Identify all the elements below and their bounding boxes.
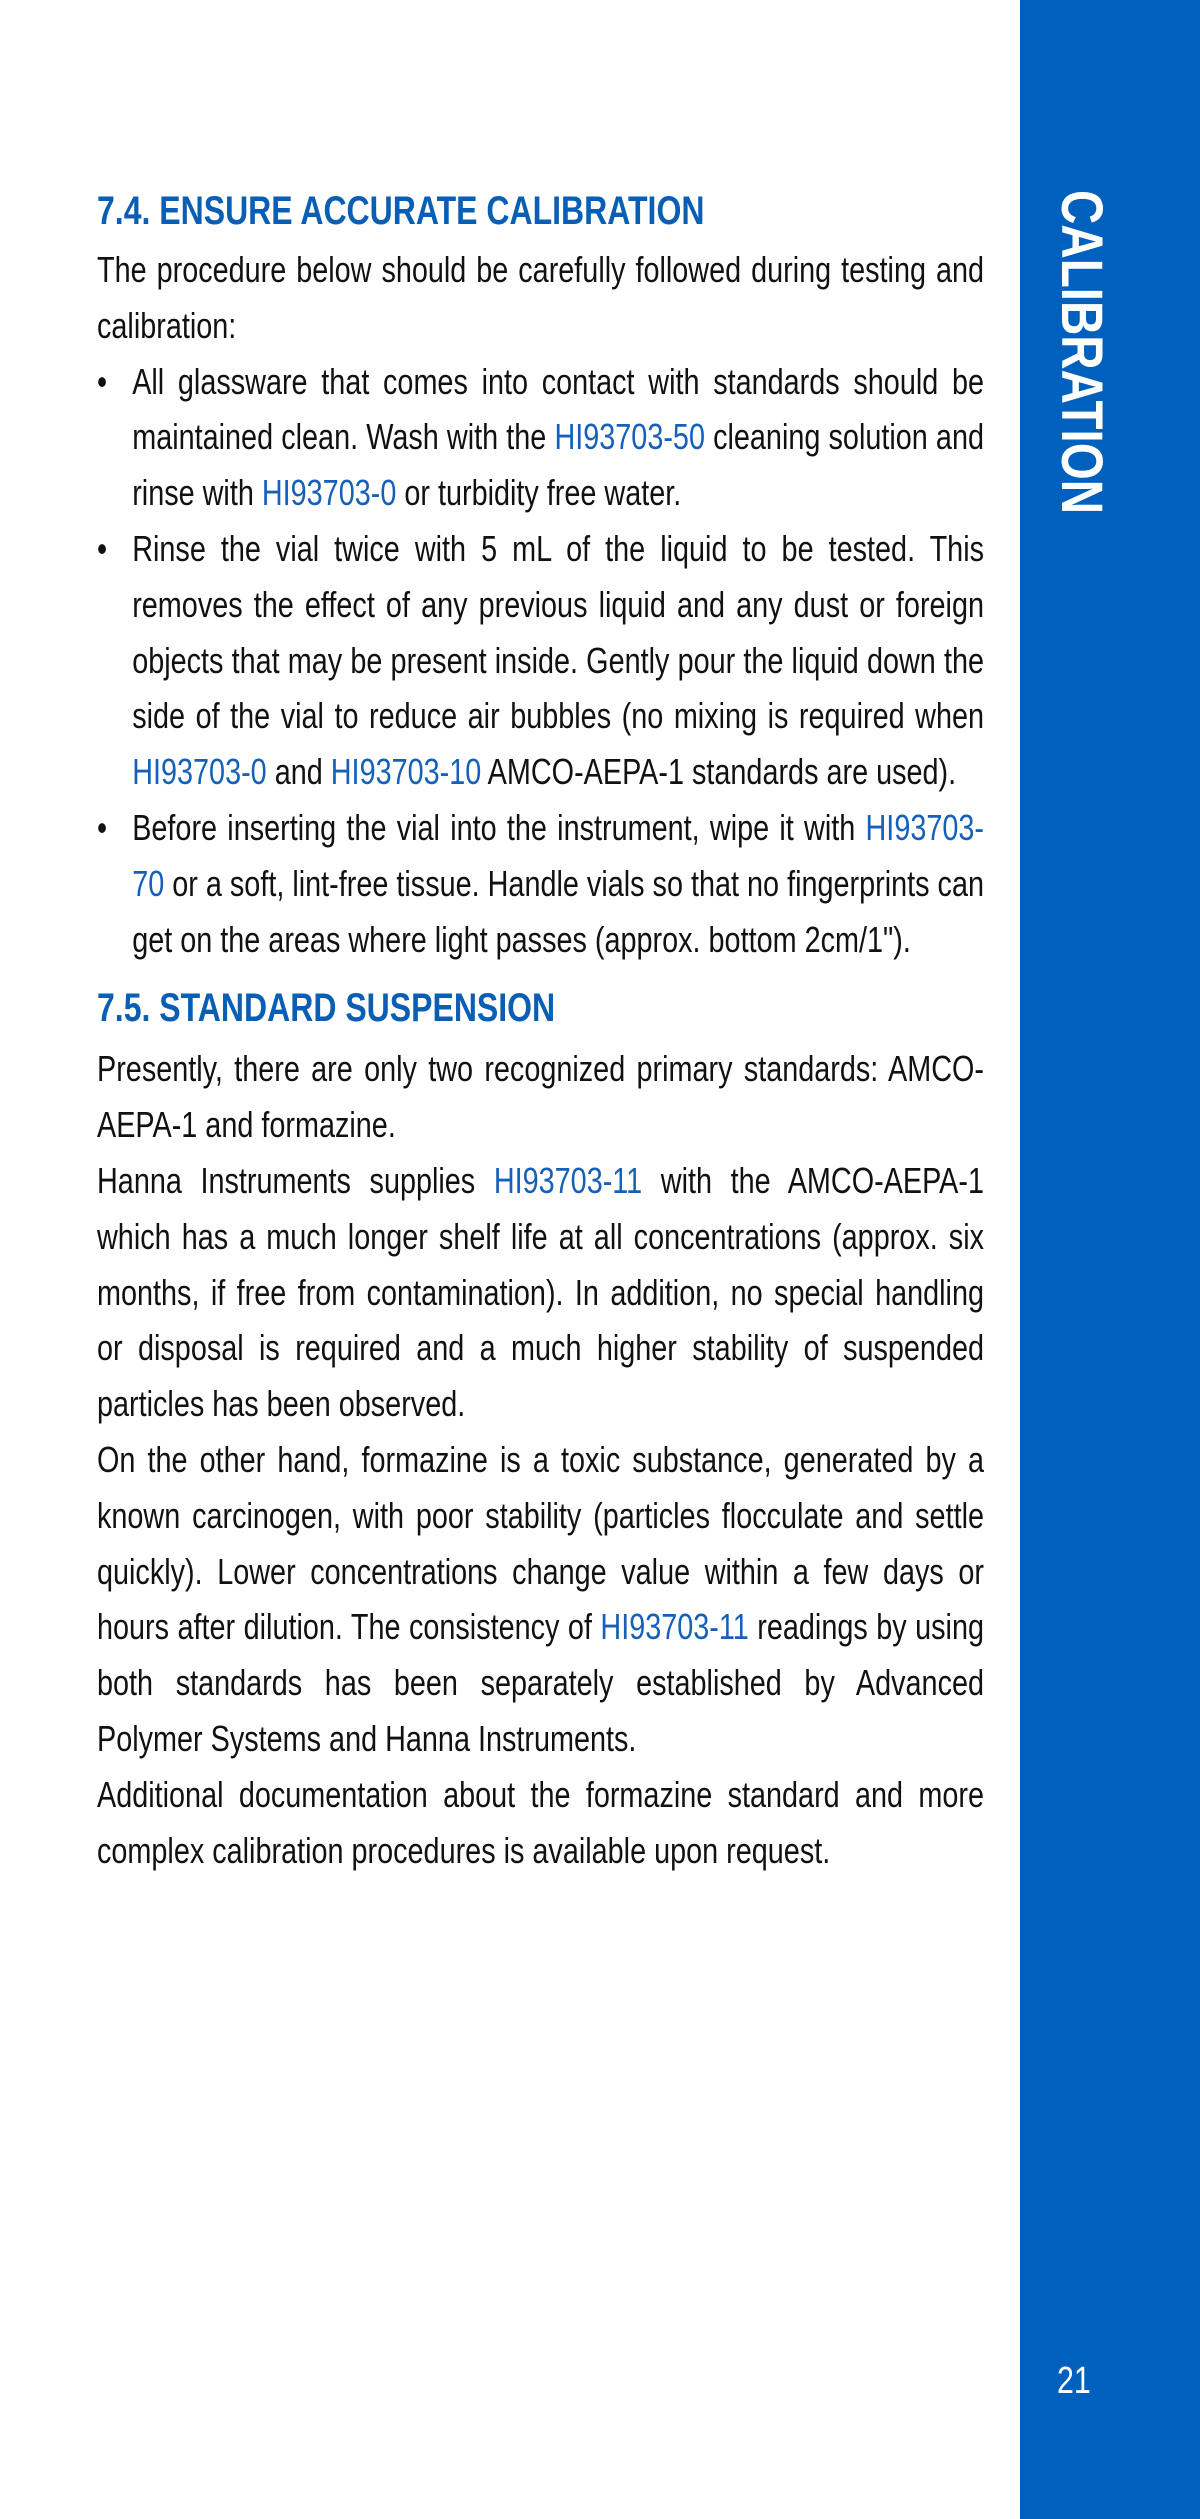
list-item — [97, 354, 984, 521]
product-link-hi93703-0[interactable]: HI93703-0 — [132, 751, 267, 793]
product-link-hi93703-50[interactable]: HI93703-50 — [554, 416, 705, 458]
section-7-5-paragraph-1: Presently, there are only two recognized primary standards: AMCO-AEPA-1 and formazine. — [97, 1048, 984, 1146]
product-link-hi93703-0[interactable]: HI93703-0 — [261, 472, 397, 514]
list-item-text: cleaning solution and rinse with — [132, 416, 984, 514]
bullet-icon: • — [97, 806, 108, 848]
product-link-hi93703-11[interactable]: HI93703-11 — [600, 1606, 749, 1648]
list-item-text: or turbidity free water. — [396, 472, 682, 514]
product-link-hi93703-70[interactable]: HI93703-70 — [132, 806, 984, 904]
sidebar-section-title — [1020, 190, 1140, 520]
section-7-5-paragraph-2 — [97, 1153, 984, 1432]
paragraph-text: On the other hand, formazine is a toxic substance, generated by a known carcinogen, with poor stability (particles flocculate and settle quickly). Lower concentrations change value within a few days or hours after dilution. The consistency of — [97, 1438, 984, 1648]
paragraph-text: readings by using both standards has been separately established by Advanced Polymer Systems and Hanna Instruments. — [97, 1606, 984, 1759]
paragraph-text: Hanna Instruments supplies — [97, 1159, 494, 1201]
bullet-icon: • — [97, 360, 108, 402]
list-item — [97, 800, 984, 967]
section-7-5-paragraph-4: Additional documentation about the formazine standard and more complex calibration procedures is available upon request. — [97, 1773, 984, 1871]
list-item-text: and — [266, 751, 331, 793]
sidebar-section-title-text: CALIBRATION — [1049, 190, 1114, 515]
section-heading-7-5: 7.5. STANDARD SUSPENSION — [97, 986, 556, 1031]
section-7-4-intro: The procedure below should be carefully followed during testing and calibration: — [97, 249, 984, 346]
list-item-text: AMCO-AEPA-1 standards are used). — [481, 751, 957, 793]
page-content — [97, 186, 984, 1878]
list-item-text: All glassware that comes into contact with standards should be maintained clean. Wash with the — [132, 360, 984, 458]
list-item — [97, 521, 984, 800]
product-link-hi93703-11[interactable]: HI93703-11 — [493, 1159, 643, 1201]
page-number: 21 — [1057, 2360, 1091, 2402]
content-condensed-wrapper — [97, 186, 984, 1878]
paragraph-text: with the AMCO-AEPA-1 which has a much longer shelf life at all concentrations (approx. six months, if free from contamination). In addition, no special handling or disposal is required and a much higher stability of suspended particles has been observed. — [97, 1159, 984, 1425]
bullet-icon: • — [97, 527, 108, 569]
section-7-5-paragraph-3 — [97, 1432, 984, 1767]
section-heading-7-4: 7.4. ENSURE ACCURATE CALIBRATION — [97, 189, 705, 233]
list-item-text: Before inserting the vial into the instrument, wipe it with — [132, 806, 866, 848]
list-item-text: Rinse the vial twice with 5 mL of the liquid to be tested. This removes the effect of any previous liquid and any dust or foreign objects that may be present inside. Gently pour the liquid down the side of the vial to reduce air bubbles (no mixing is required when — [132, 527, 984, 737]
calibration-procedure-list — [97, 354, 984, 968]
list-item-text: or a soft, lint-free tissue. Handle vials so that no fingerprints can get on the areas where light passes (approx. bottom 2cm/1"). — [132, 862, 985, 960]
product-link-hi93703-10[interactable]: HI93703-10 — [330, 751, 482, 793]
